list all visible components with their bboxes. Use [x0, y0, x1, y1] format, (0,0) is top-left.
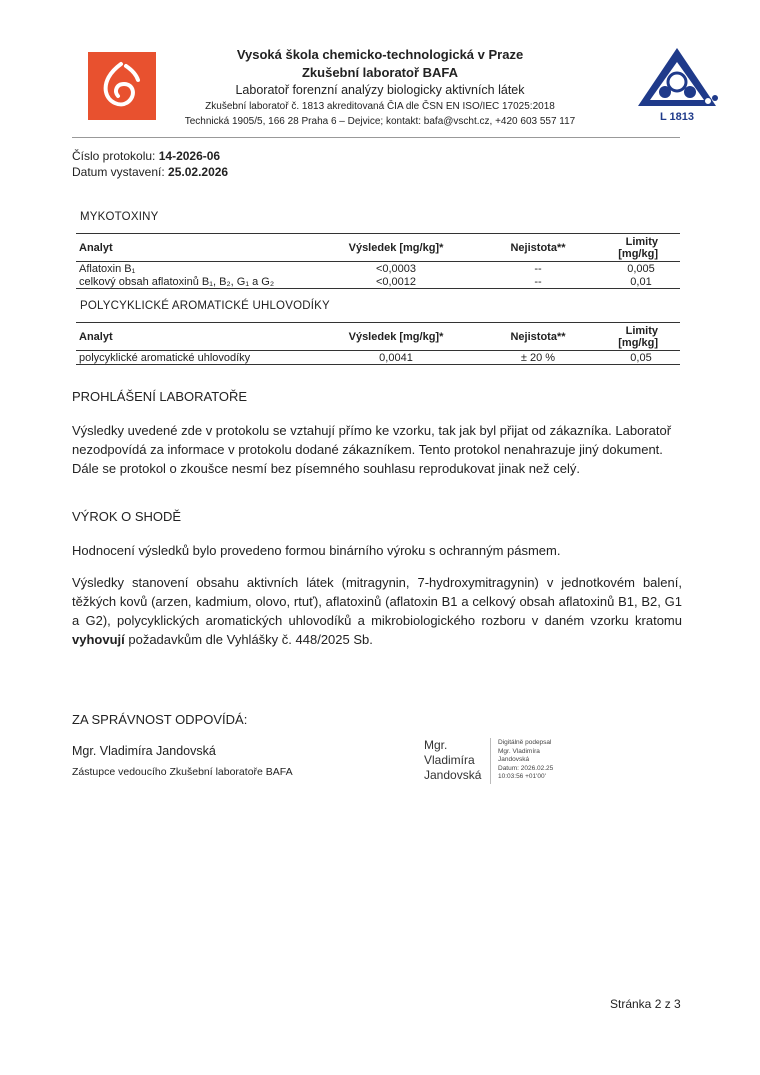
department-name: Laboratoř forenzní analýzy biologicky aktivních látek	[235, 83, 525, 97]
signature-name-line: Jandovská	[424, 768, 482, 782]
issue-date-label: Datum vystavení:	[72, 165, 165, 179]
verdict-text-after: požadavkům dle Vyhlášky č. 448/2025 Sb.	[124, 632, 373, 647]
mycotoxins-table	[76, 233, 680, 289]
protocol-number	[72, 149, 220, 163]
column-header-limit: Limity [mg/kg]	[602, 234, 680, 262]
signature-name-line: Mgr.	[424, 738, 448, 752]
table-header-row	[76, 234, 680, 262]
declaration-text: Výsledky uvedené zde v protokolu se vztahují přímo ke vzorku, tak jak byl přijat od zákazníka. Laboratoř nezodpovídá za informace v protokolu dodané zákazníkem. Tento protokol nenahrazuje jiný dokument. Dále se protokol o zkoušce nesmí bez písemného souhlasu reprodukovat jinak než celý.	[72, 423, 672, 476]
table-row	[76, 351, 680, 365]
header-divider	[72, 137, 680, 138]
table-header-row	[76, 323, 680, 351]
verdict-paragraph-1: Hodnocení výsledků bylo provedeno formou binárního výroku s ochranným pásmem.	[72, 543, 561, 558]
accreditation-mark-icon	[632, 44, 722, 124]
column-header-uncertainty: Nejistota**	[474, 323, 602, 351]
contact-line: Technická 1905/5, 166 28 Praha 6 – Dejvice; kontakt: bafa@vscht.cz, +420 603 557 117	[184, 116, 576, 127]
pah-title: POLYCYKLICKÉ AROMATICKÉ UHLOVODÍKY	[80, 300, 330, 312]
digital-signature-details	[498, 739, 588, 782]
signature-detail-line: Mgr. Vladimíra	[498, 747, 540, 755]
digital-signature-name	[424, 738, 488, 783]
signature-name-line: Vladimíra	[424, 753, 475, 767]
protocol-number-label: Číslo protokolu:	[72, 149, 156, 163]
institution-name: Vysoká škola chemicko-technologická v Praze	[236, 47, 524, 62]
issue-date-value: 25.02.2026	[168, 165, 229, 179]
analyte-cell: polycyklické aromatické uhlovodíky	[76, 351, 318, 365]
laboratory-name: Zkušební laboratoř BAFA	[301, 65, 459, 80]
column-header-result: Výsledek [mg/kg]*	[318, 234, 474, 262]
verdict-heading: VÝROK O SHODĚ	[72, 509, 182, 524]
result-cell: <0,0012	[318, 275, 474, 289]
verdict-text-before: Výsledky stanovení obsahu aktivních látek (mitragynin, 7-hydroxymitragynin) v jednotkovém balení, těžkých kovů (arzen, kadmium, olovo, rtuť), aflatoxinů (aflatoxin B1 a celkový obsah aflatoxinů B1, B2, G1 a G2), polycyklických aromatických uhlovodíků a mikrobiologického rozboru v daném vzorku kratomu	[72, 575, 682, 628]
limit-cell: 0,01	[602, 275, 680, 289]
analyte-cell: celkový obsah aflatoxinů B₁, B₂, G₁ a G₂	[76, 275, 318, 289]
table-row	[76, 275, 680, 289]
analyte-cell: Aflatoxin B₁	[79, 263, 136, 275]
verdict-paragraph-2	[72, 573, 682, 649]
uncertainty-cell: --	[534, 263, 542, 275]
column-header-limit: Limity [mg/kg]	[602, 323, 680, 351]
signature-detail-line: Jandovská	[498, 756, 530, 763]
signature-detail-line: 10:03:56 +01'00'	[498, 773, 546, 780]
signer-role: Zástupce vedoucího Zkušební laboratoře BAFA	[72, 766, 293, 778]
vscht-logo-icon-graphic	[88, 52, 156, 120]
result-cell: 0,0041	[318, 351, 474, 365]
protocol-number-value: 14-2026-06	[158, 149, 221, 163]
limit-cell: 0,05	[602, 351, 680, 365]
vscht-logo-icon	[88, 52, 156, 120]
responsible-heading: ZA SPRÁVNOST ODPOVÍDÁ:	[72, 712, 248, 727]
table-row	[76, 262, 680, 276]
column-header-analyte: Analyt	[76, 323, 318, 351]
accreditation-mark-label: L 1813	[659, 111, 695, 123]
result-cell: <0,0003	[375, 263, 417, 275]
column-header-result: Výsledek [mg/kg]*	[318, 323, 474, 351]
accreditation-line: Zkušební laboratoř č. 1813 akreditovaná ČIA dle ČSN EN ISO/IEC 17025:2018	[205, 101, 555, 112]
uncertainty-cell: ± 20 %	[474, 351, 602, 365]
signature-divider	[490, 738, 491, 784]
uncertainty-cell: --	[474, 275, 602, 289]
signature-detail-line: Datum: 2026.02.25	[498, 764, 554, 772]
issue-date	[72, 165, 228, 179]
column-header-uncertainty: Nejistota**	[474, 234, 602, 262]
page-number: Stránka 2 z 3	[610, 997, 681, 1011]
mycotoxins-title: MYKOTOXINY	[80, 211, 159, 223]
verdict-conformity: vyhovují	[72, 632, 125, 647]
pah-table	[76, 322, 680, 365]
signer-name: Mgr. Vladimíra Jandovská	[72, 744, 216, 758]
column-header-analyte: Analyt	[76, 234, 318, 262]
declaration-heading: PROHLÁŠENÍ LABORATOŘE	[72, 389, 248, 404]
signature-detail-line: Digitálně podepsal	[498, 739, 552, 746]
limit-cell: 0,005	[627, 263, 655, 275]
